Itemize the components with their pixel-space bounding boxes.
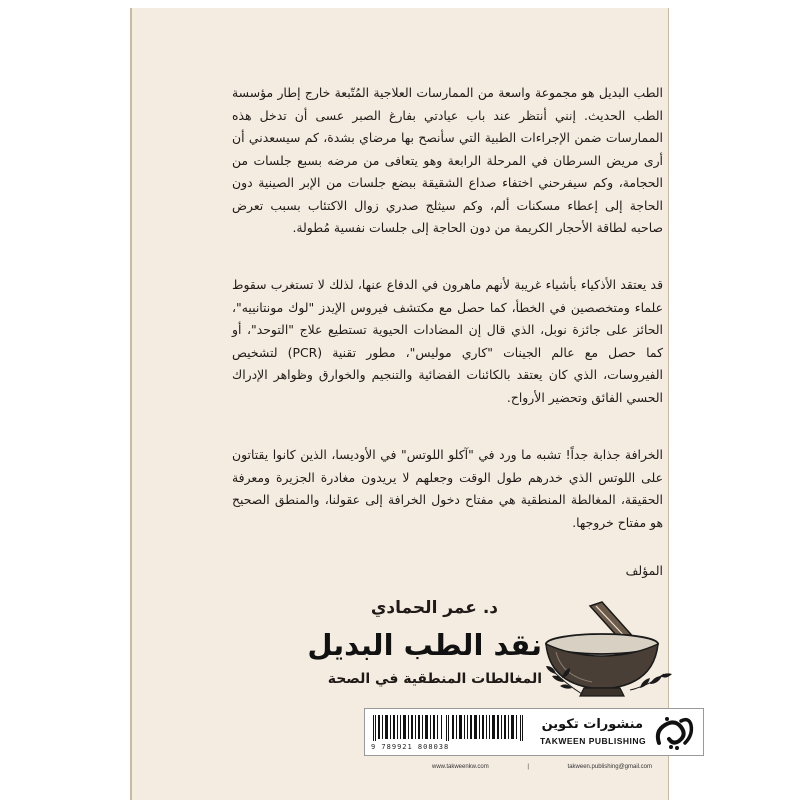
barcode-panel	[364, 708, 704, 756]
publisher-name-english: TAKWEEN PUBLISHING	[540, 736, 647, 746]
book-subtitle: المغالطات المنطقية في الصحة	[327, 671, 542, 687]
blurb-paragraph-1: الطب البديل هو مجموعة واسعة من الممارسات العلاجية المُتّبعة خارج إطار مؤسسة الطب الحديث. إنني أنتظر عند باب عيادتي بفارغ الصبر عسى أن تدخل هذه الممارسات ضمن الإجراءات الطبية التي سأنصح بها مرضاي بشدة، كم سيسعدني أن أرى مريض السرطان في المرحلة الرابعة وهو يتعافى من مرضه بسبع جلسات من الحجامة، وكم سيفرحني اختفاء صداع الشقيقة ببضع جلسات من الإبر الصينية دون الحاجة إلى إعطاء مسكنات ألم، وكم سيثلج صدري زوال الاكتئاب بسبب تعرض صاحبه لطاقة الأحجار الكريمة من دون الحاجة إلى جلسات نفسية مُطولة.	[232, 85, 663, 235]
blurb-paragraph-3: الخرافة جذابة جداً! تشبه ما ورد في "آكلو اللوتس" في الأوديسا، الذين كانوا يقتاتون على اللوتس الذي خدرهم طول الوقت وجعلهم لا يريدون مغادرة الجزيرة ومعرفة الحقيقة، المغالطة المنطقية هي مفتاح دخول الخرافة إلى عقولنا، والمنطق الصحيح هو مفتاح خروجها.	[232, 447, 663, 530]
contact-footer	[432, 764, 652, 770]
author-signature: المؤلف	[625, 563, 663, 578]
publisher-name-arabic: منشورات تكوين	[541, 717, 643, 732]
takween-logo-icon	[651, 713, 695, 751]
author-name: د. عمر الحمادي	[370, 598, 498, 618]
footer-separator: |	[527, 764, 529, 770]
mortar-and-pestle-illustration	[532, 600, 682, 700]
isbn-number: 9 789921 808038	[371, 743, 450, 751]
book-back-cover	[130, 8, 669, 800]
blurb-paragraph-2: قد يعتقد الأذكياء بأشياء غريبة لأنهم ماهرون في الدفاع عنها، لذلك لا تستغرب سقوط علماء ومتخصصين في الخطأ، كما حصل مع مكتشف فيروس الإيدز "لوك مونتانييه"، الحائز على جائزة نوبل، الذي قال إن المضادات الحيوية تستطيع علاج "التوحد"، أو كما حصل مع عالم الجينات "كاري موليس"، مطور تقنية (PCR) لتشخيص الفيروسات، الذي كان يعتقد بالكائنات الفضائية والتنجيم والخوارق وظواهر الإدراك الحسي الفائق وتحضير الأرواح.	[232, 277, 663, 405]
book-title: نقد الطب البديل	[307, 628, 542, 662]
email-address: takween.publishing@gmail.com	[567, 764, 652, 770]
website-link: www.takweenkw.com	[432, 764, 489, 770]
isbn-barcode	[371, 715, 525, 741]
